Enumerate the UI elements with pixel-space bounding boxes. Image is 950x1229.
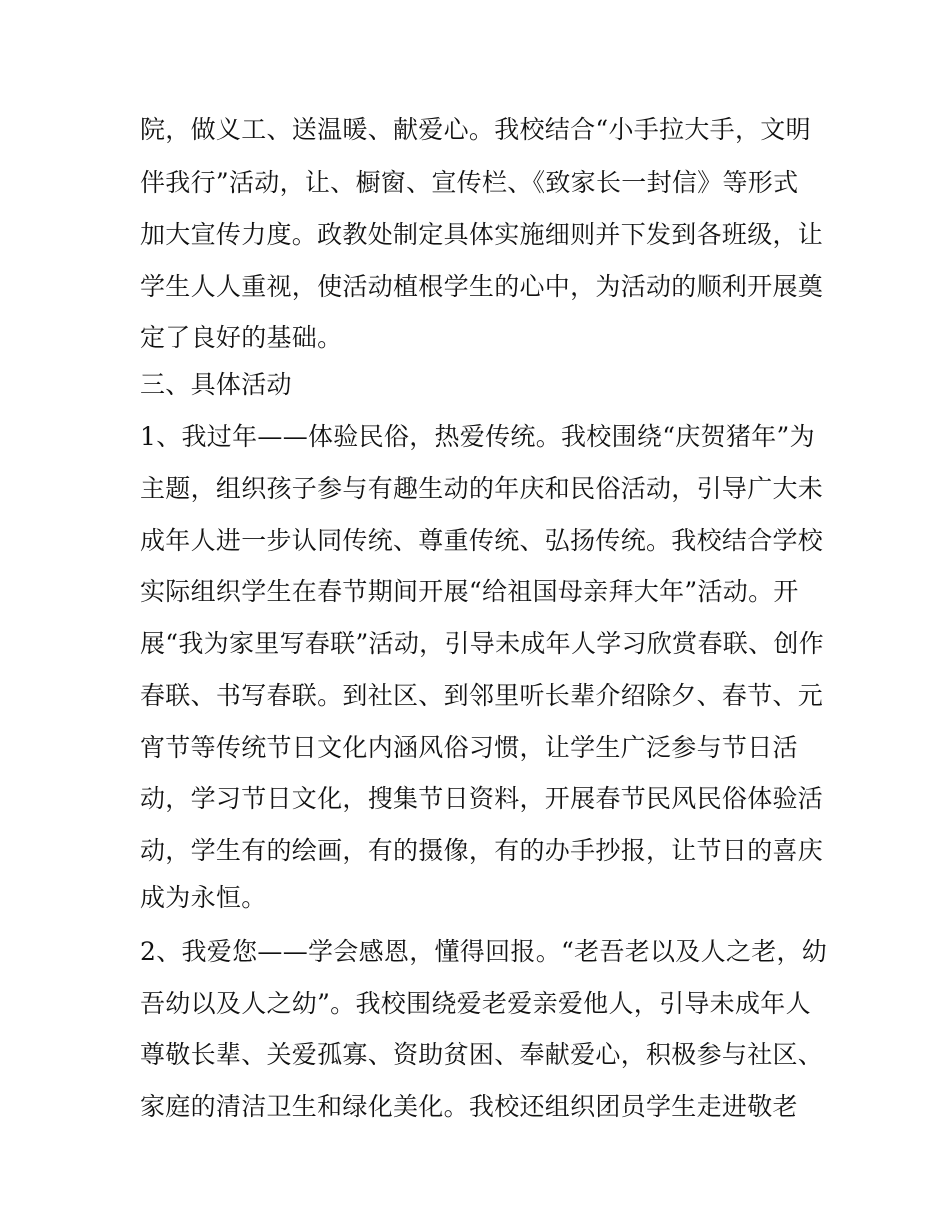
text-line: 主题，组织孩子参与有趣生动的年庆和民俗活动，引导广大未 — [140, 474, 824, 503]
text-line: 成为永恒。 — [140, 883, 267, 912]
text-line: 春联、书写春联。到社区、到邻里听长辈介绍除夕、春节、元 — [140, 681, 824, 710]
text-line: 学生人人重视，使活动植根学生的心中，为活动的顺利开展奠 — [140, 272, 824, 301]
text-line: 吾幼以及人之幼”。我校围绕爱老爱亲爱他人，引导未成年人 — [140, 989, 811, 1018]
text-line: 动，学习节日文化，搜集节日资料，开展春节民风民俗体验活 — [140, 784, 824, 813]
section-heading: 三、具体活动 — [140, 370, 292, 399]
text-line: 展“我为家里写春联”活动，引导未成年人学习欣赏春联、创作 — [140, 629, 824, 658]
text-line: 1、我过年——体验民俗，热爱传统。我校围绕“庆贺猪年”为 — [140, 422, 815, 451]
text-line: 伴我行”活动，让、橱窗、宣传栏、《致家长一封信》等形式 — [140, 168, 799, 197]
text-line: 家庭的清洁卫生和绿化美化。我校还组织团员学生走进敬老 — [140, 1092, 798, 1121]
text-line: 动，学生有的绘画，有的摄像，有的办手抄报，让节日的喜庆 — [140, 836, 824, 865]
text-line: 院，做义工、送温暖、献爱心。我校结合“小手拉大手，文明 — [140, 115, 811, 144]
text-line: 实际组织学生在春节期间开展“给祖国母亲拜大年”活动。开 — [140, 577, 799, 606]
text-line: 成年人进一步认同传统、尊重传统、弘扬传统。我校结合学校 — [140, 526, 824, 555]
text-line: 加大宣传力度。政教处制定具体实施细则并下发到各班级，让 — [140, 220, 824, 249]
text-line: 定了良好的基础。 — [140, 323, 343, 352]
text-line: 宵节等传统节日文化内涵风俗习惯，让学生广泛参与节日活 — [140, 733, 798, 762]
text-line: 尊敬长辈、关爱孤寡、资助贫困、奉献爱心，积极参与社区、 — [140, 1040, 824, 1069]
text-line: 2、我爱您——学会感恩，懂得回报。“老吾老以及人之老，幼 — [140, 937, 828, 966]
